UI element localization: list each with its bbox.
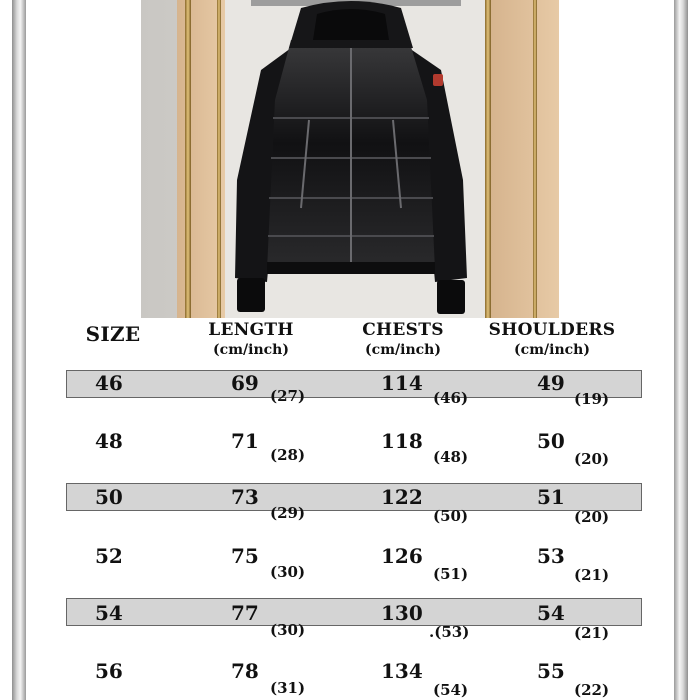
shoulder-inch-value: (21) xyxy=(574,624,610,642)
chest-cm-value: 126 xyxy=(381,544,423,568)
chest-cm-value: 122 xyxy=(381,485,423,509)
shoulder-cm-value: 50 xyxy=(537,429,565,453)
chest-cm-value: 114 xyxy=(381,371,423,395)
shoulder-inch-value: (21) xyxy=(574,566,610,584)
size-value: 56 xyxy=(95,659,123,683)
header-length-label: LENGTH xyxy=(208,320,294,340)
header-size xyxy=(78,322,148,346)
shoulder-inch-value: (20) xyxy=(574,508,610,526)
length-cm-value: 77 xyxy=(231,601,259,625)
chest-inch-value: (51) xyxy=(433,565,469,583)
header-shoulders xyxy=(488,320,616,358)
length-inch-value: (31) xyxy=(270,679,306,697)
header-chests xyxy=(348,320,458,358)
header-length-unit: (cm/inch) xyxy=(213,342,289,358)
header-size-label: SIZE xyxy=(85,322,141,346)
shoulder-cm-value: 55 xyxy=(537,659,565,683)
left-frame-border xyxy=(12,0,26,700)
length-cm-value: 75 xyxy=(231,544,259,568)
shoulder-inch-value: (20) xyxy=(574,450,610,468)
length-inch-value: (30) xyxy=(270,621,306,639)
chest-inch-value: .(53) xyxy=(429,623,470,641)
size-value: 46 xyxy=(95,371,123,395)
length-cm-value: 69 xyxy=(231,371,259,395)
jacket-photo xyxy=(141,0,559,318)
chest-inch-value: (54) xyxy=(433,681,469,699)
header-shoulders-label: SHOULDERS xyxy=(488,320,616,340)
chest-cm-value: 130 xyxy=(381,601,423,625)
length-inch-value: (30) xyxy=(270,563,306,581)
chest-inch-value: (50) xyxy=(433,507,469,525)
length-inch-value: (27) xyxy=(270,387,306,405)
chest-inch-value: (46) xyxy=(433,389,469,407)
size-value: 48 xyxy=(95,429,123,453)
length-cm-value: 71 xyxy=(231,429,259,453)
header-shoulders-unit: (cm/inch) xyxy=(514,342,590,358)
size-value: 54 xyxy=(95,601,123,625)
shoulder-cm-value: 49 xyxy=(537,371,565,395)
header-length xyxy=(196,320,306,358)
length-cm-value: 78 xyxy=(231,659,259,683)
shoulder-inch-value: (19) xyxy=(574,390,610,408)
chest-inch-value: (48) xyxy=(433,448,469,466)
length-cm-value: 73 xyxy=(231,485,259,509)
shoulder-cm-value: 54 xyxy=(537,601,565,625)
shoulder-cm-value: 53 xyxy=(537,544,565,568)
header-chests-unit: (cm/inch) xyxy=(365,342,441,358)
chest-cm-value: 134 xyxy=(381,659,423,683)
size-value: 50 xyxy=(95,485,123,509)
length-inch-value: (29) xyxy=(270,504,306,522)
shoulder-cm-value: 51 xyxy=(537,485,565,509)
chest-cm-value: 118 xyxy=(381,429,423,453)
header-chests-label: CHESTS xyxy=(362,320,444,340)
right-frame-border xyxy=(674,0,688,700)
length-inch-value: (28) xyxy=(270,446,306,464)
shoulder-inch-value: (22) xyxy=(574,681,610,699)
size-value: 52 xyxy=(95,544,123,568)
